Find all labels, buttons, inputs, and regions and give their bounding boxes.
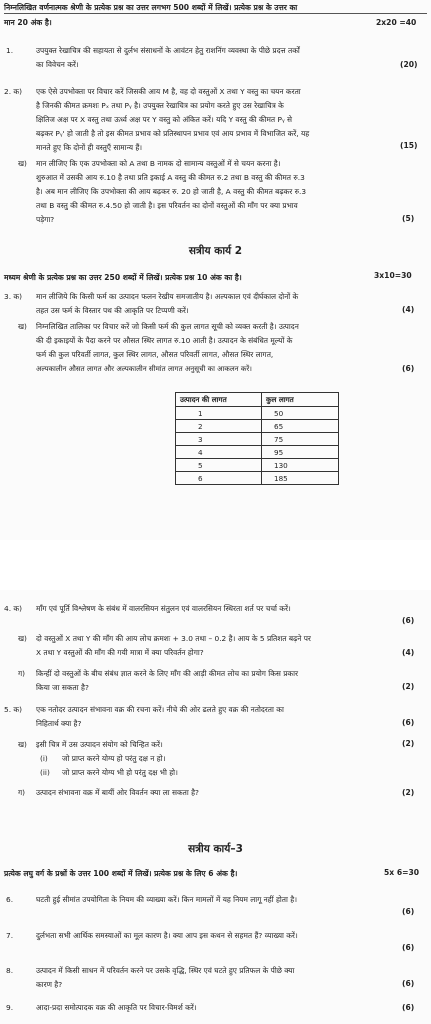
section-2-marks: 3x10=30: [374, 271, 412, 280]
q2b-line: शुरुआत में उसकी आय रु.10 है तथा प्रति इकाई A वस्तु की कीमत रु.2 तथा B वस्तु की कीमत रु.3: [36, 173, 305, 182]
q8-line: उत्पादन में किसी साधन में परिवर्तन करने पर उसके वृद्धि, स्थिर एवं घटते हुए प्रतिफल के पीछे क्या: [36, 966, 295, 975]
table-cell-total-cost: 65: [262, 420, 339, 433]
q1-marks: (20): [400, 60, 418, 69]
q5c-number: ग): [18, 788, 26, 797]
section-3-marks: 5x 6=30: [384, 868, 420, 877]
table-cell-total-cost: 185: [262, 472, 339, 485]
table-cell-output: 5: [176, 459, 262, 472]
table-header-output: उत्पादन की लागत: [176, 393, 262, 407]
instruction-underline: [4, 13, 427, 14]
q5c-marks: (2): [402, 788, 415, 797]
table-cell-output: 6: [176, 472, 262, 485]
q4a-line: माँग एवं पूर्ति विश्लेषण के संबंध में वालरसियन संतुलन एवं वालरसियन स्थिरता शर्त पर चर्चा करें।: [36, 604, 291, 613]
q1-line: उपयुक्त रेखाचित्र की सहायता से दुर्लभ संसाधनों के आवंटन हेतु राशनिंग व्यवस्था के पीछे प्रदत्त तर्कों: [36, 46, 300, 55]
table-cell-output: 3: [176, 433, 262, 446]
q3a-number: 3. क): [4, 292, 22, 301]
q5b-line: इसी चित्र में उस उत्पादन संयोग को चिन्हित करें।: [36, 740, 163, 749]
q2b-line: है। अब मान लीजिए कि उपभोक्ता की आय बढ़कर रु. 20 हो जाती है, A वस्तु की कीमत बढ़कर रु.3: [36, 187, 307, 196]
q5a-number: 5. क): [4, 705, 22, 714]
q3b-line: फर्म की कुल परिवर्ती लागत, कुल स्थिर लागत, औसत परिवर्ती लागत, औसत स्थिर लागत,: [36, 350, 274, 359]
cost-table: [175, 392, 339, 485]
table-header-total-cost: कुल लागत: [262, 393, 339, 407]
q4b-line: X तथा Y वस्तुओं की माँग की गयी मात्रा में क्या परिवर्तन होगा?: [36, 648, 204, 657]
q4a-marks: (6): [402, 616, 415, 625]
table-row: [176, 433, 339, 446]
q4c-marks: (2): [402, 682, 415, 691]
q5b-sub-text: जो प्राप्त करने योग्य हो परंतु दक्ष न हो।: [62, 754, 166, 763]
q9-marks: (6): [402, 1003, 415, 1012]
q3b-line: की दी इकाइयों के पैदा करने पर औसत स्थिर लागत रु.10 आती है। उत्पादन के संबंधित मूल्यों के: [36, 336, 293, 345]
instruction-line-1: निम्नलिखित वर्णनात्मक श्रेणी के प्रत्येक प्रश्न का उत्तर लगभग 500 शब्दों में लिखें। प्रत्येक प्रश्न के उत्तर का: [4, 3, 298, 12]
q1-line: का विवेचन करें।: [36, 60, 79, 69]
q5b-sub-number: (ii): [40, 768, 50, 777]
q7-marks: (6): [402, 943, 415, 952]
q5b-sub-text: जो प्राप्त करने योग्य भी हो परंतु दक्ष भी हो।: [62, 768, 178, 777]
table-row: [176, 446, 339, 459]
table-row: [176, 407, 339, 420]
q3b-line: निम्नलिखित तालिका पर विचार करें जो किसी फर्म की कुल लागत सूची को व्यक्त करती है। उत्पादन: [36, 322, 299, 331]
q8-line: कारण है?: [36, 980, 63, 989]
q4a-number: 4. क): [4, 604, 22, 613]
assignment-sheet-2: [0, 590, 431, 1024]
q7-number: 7.: [6, 931, 14, 940]
q7-line: दुर्लभता सभी आर्थिक समस्याओं का मूल कारण है। क्या आप इस कथन से सहमत हैं? व्याख्या करें।: [36, 931, 298, 940]
q5c-line: उत्पादन संभावना वक्र में बायीं ओर विवर्तन क्या ला सकता है?: [36, 788, 199, 797]
q2a-line: बढ़कर Pᵧ' हो जाती है तो इस कीमत प्रभाव को प्रतिस्थापन प्रभाव एवं आय प्रभाव में विभाजित करें, यह: [36, 129, 310, 138]
q2b-line: तथा B वस्तु की कीमत रु.4.50 हो जाती है। इस परिवर्तन का दोनों वस्तुओं की माँग पर क्या प्रभाव: [36, 201, 298, 210]
table-cell-total-cost: 130: [262, 459, 339, 472]
q2b-number: ख): [18, 159, 27, 168]
q2b-line: पड़ेगा?: [36, 215, 55, 224]
q1-number: 1.: [6, 46, 14, 55]
table-cell-output: 4: [176, 446, 262, 459]
q6-marks: (6): [402, 907, 415, 916]
instruction-line-2: मान 20 अंक है।: [4, 18, 52, 27]
table-header-row: [176, 393, 339, 407]
q4b-number: ख): [18, 634, 27, 643]
q8-marks: (6): [402, 979, 415, 988]
q6-number: 6.: [6, 895, 14, 904]
q2b-marks: (5): [402, 214, 415, 223]
q6-line: घटती हुई सीमांत उपयोगिता के नियम की व्याख्या करें। किन मामलों में यह नियम लागू नहीं होता है।: [36, 895, 298, 904]
q4b-line: दो वस्तुओं X तथा Y की माँग की आय लोच क्रमशः + 3.0 तथा – 0.2 है। आय के 5 प्रतिशत बढ़ने पर: [36, 634, 311, 643]
table-cell-total-cost: 95: [262, 446, 339, 459]
q5b-sub-number: (i): [40, 754, 48, 763]
q4c-line: किया जा सकता है?: [36, 683, 89, 692]
section-2-title: सत्रीय कार्य 2: [188, 245, 243, 257]
q4b-marks: (4): [402, 648, 415, 657]
table-cell-total-cost: 75: [262, 433, 339, 446]
q2a-line: है जिनकी कीमत क्रमशः Pₓ तथा Pᵧ है। उपयुक्त रेखाचित्र का प्रयोग करते हुए उस रेखाचित्र के: [36, 101, 284, 110]
table-cell-output: 1: [176, 407, 262, 420]
q5a-marks: (6): [402, 718, 415, 727]
q2a-line: एक ऐसे उपभोक्ता पर विचार करें जिसकी आय M है, वह दो वस्तुओं X तथा Y वस्तु का चयन करता: [36, 87, 301, 96]
q4c-number: ग): [18, 669, 26, 678]
section-3-title: सत्रीय कार्य–3: [188, 843, 243, 855]
q8-number: 8.: [6, 966, 14, 975]
q4c-line: किन्हीं दो वस्तुओं के बीच संबंध ज्ञात करने के लिए माँग की आड़ी कीमत लोच का प्रयोग किस प्रकार: [36, 669, 299, 678]
q3b-line: अल्पकालीन औसत लागत और अल्पकालीन सीमांत लागत अनुसूची का आकलन करें।: [36, 364, 252, 373]
page-gap: [0, 540, 431, 590]
table-cell-output: 2: [176, 420, 262, 433]
table-row: [176, 420, 339, 433]
q9-line: आदा-प्रदा समोत्पादक वक्र की आकृति पर विचार-विमर्श करें।: [36, 1003, 197, 1012]
q9-number: 9.: [6, 1003, 14, 1012]
q3a-line: तहत उस फर्म के विस्तार पथ की आकृति पर टिप्पणी करें।: [36, 306, 189, 315]
q5a-line: निहितार्थ क्या है?: [36, 719, 82, 728]
q5a-line: एक नतोदर उत्पादन संभावना वक्र की रचना करें। नीचे की ओर ढलते हुए वक्र की नतोदरता का: [36, 705, 284, 714]
instruction-marks: 2x20 =40: [376, 18, 417, 27]
q2a-line: मानते हुए कि दोनों ही वस्तुएँ सामान्य हैं।: [36, 143, 143, 152]
q3a-marks: (4): [402, 305, 415, 314]
q2a-marks: (15): [400, 141, 418, 150]
table-row: [176, 472, 339, 485]
table-cell-total-cost: 50: [262, 407, 339, 420]
q2a-line: क्षितिज अक्ष पर X वस्तु तथा ऊर्ध्व अक्ष पर Y वस्तु को अंकित करें। यदि Y वस्तु की कीमत Pᵧ से: [36, 115, 293, 124]
table-row: [176, 459, 339, 472]
q5b-number: ख): [18, 740, 27, 749]
q3a-line: मान लीजिये कि किसी फर्म का उत्पादन फलन रेखीय समजातीय है। अल्पकाल एवं दीर्घकाल दोनों के: [36, 292, 299, 301]
section-3-instruction: प्रत्येक लघु वर्ग के प्रश्नों के उत्तर 100 शब्दों में लिखें। प्रत्येक प्रश्न के लिए 6 अंक है।: [4, 869, 238, 878]
q2a-number: 2. क): [4, 87, 22, 96]
q3b-marks: (6): [402, 364, 415, 373]
section-2-instruction: मध्यम श्रेणी के प्रत्येक प्रश्न का उत्तर 250 शब्दों में लिखें। प्रत्येक प्रश्न 10 अंक का है।: [4, 273, 242, 282]
q3b-number: ख): [18, 322, 27, 331]
q2b-line: मान लीजिए कि एक उपभोक्ता को A तथा B नामक दो सामान्य वस्तुओं में से चयन करना है।: [36, 159, 281, 168]
q5b-marks: (2): [402, 739, 415, 748]
